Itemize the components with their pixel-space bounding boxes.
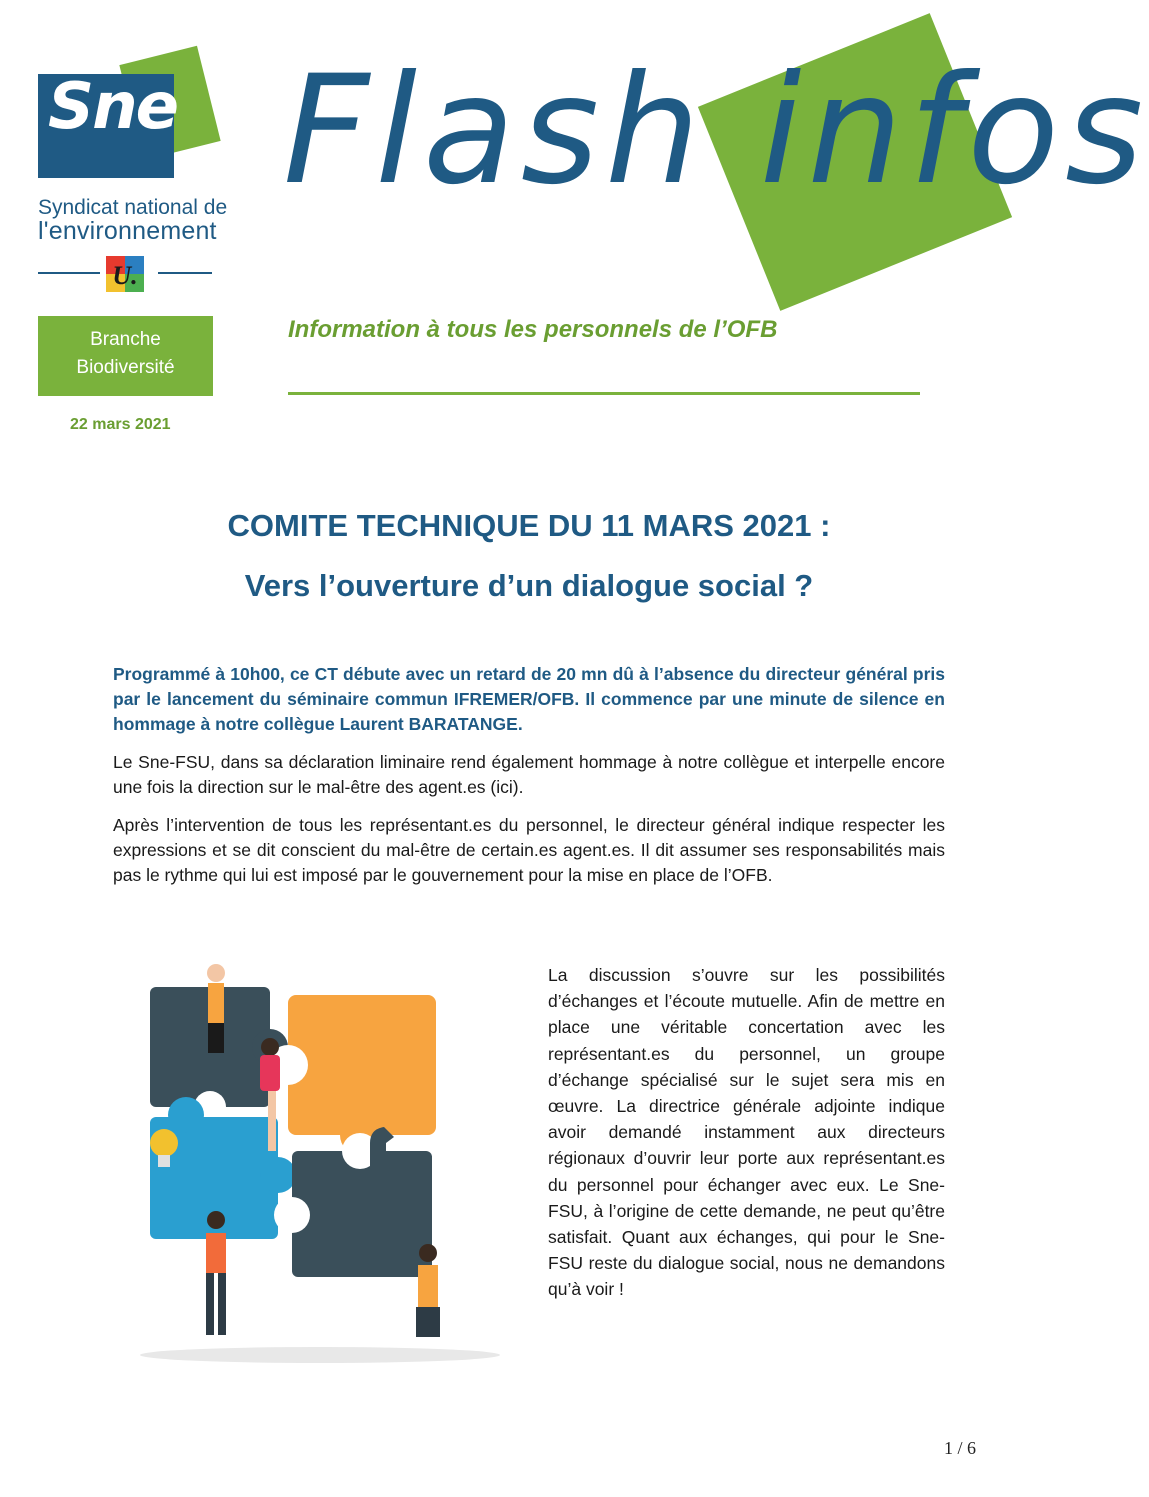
branch-line2: Biodiversité [76, 357, 175, 378]
body-paragraph: Le Sne-FSU, dans sa déclaration liminaire rend également hommage à notre collègue et interpelle encore une fois la direction sur le mal-être des agent.es (ici). [113, 752, 945, 797]
branch-label [38, 316, 213, 396]
headline-line1: COMITE TECHNIQUE DU 11 MARS 2021 : [227, 508, 831, 543]
svg-text:U.: U. [112, 261, 138, 290]
fsu-badge-icon [106, 256, 144, 292]
puzzle-teamwork-illustration [120, 955, 510, 1365]
subtitle-divider [288, 392, 920, 395]
newsletter-title: Flash infos [283, 44, 1149, 218]
org-name-line2: l'environnement [38, 217, 217, 245]
intro-paragraph: Programmé à 10h00, ce CT débute avec un retard de 20 mn dû à l’absence du directeur général pris par le lancement du séminaire commun IFREMER/OFB. Il commence par une minute de silence en hommage à notre collègue Laurent BARATANGE. [113, 664, 945, 734]
newsletter-subtitle: Information à tous les personnels de l’OFB [288, 316, 778, 343]
body-paragraph: Après l’intervention de tous les représentant.es du personnel, le directeur général indique respecter les expressions et se dit conscient du mal-être de certain.es agent.es. Il dit assumer ses responsabilités mais pas le rythme qui lui est imposé par le gouvernement pour la mise en place de l’OFB. [113, 815, 945, 885]
logo-divider-right [158, 272, 212, 274]
logo-wordmark: Sne [48, 70, 178, 144]
issue-date: 22 mars 2021 [70, 416, 171, 433]
org-name-line1: Syndicat national de [38, 196, 228, 219]
body-paragraph: La discussion s’ouvre sur les possibilités d’échanges et l’écoute mutuelle. Afin de mettre en place une véritable concertation avec les représentant.es du personnel, un groupe d’échange spécialisé sur le sujet sera mis en œuvre. La directrice générale adjointe indique avoir demandé instamment aux directeurs régionaux d’ouvrir leur porte aux représentant.es du personnel pour échanger avec eux. Le Sne-FSU, à l’origine de cette demande, ne peut qu’être satisfait. Quant aux échanges, qui pour le Sne-FSU reste du dialogue social, nous ne demandons qu’à voir ! [548, 965, 945, 1300]
page-number: 1 / 6 [944, 1438, 977, 1458]
headline-line2: Vers l’ouverture d’un dialogue social ? [244, 568, 814, 603]
logo-divider-left [38, 272, 100, 274]
branch-line1: Branche [90, 329, 161, 350]
